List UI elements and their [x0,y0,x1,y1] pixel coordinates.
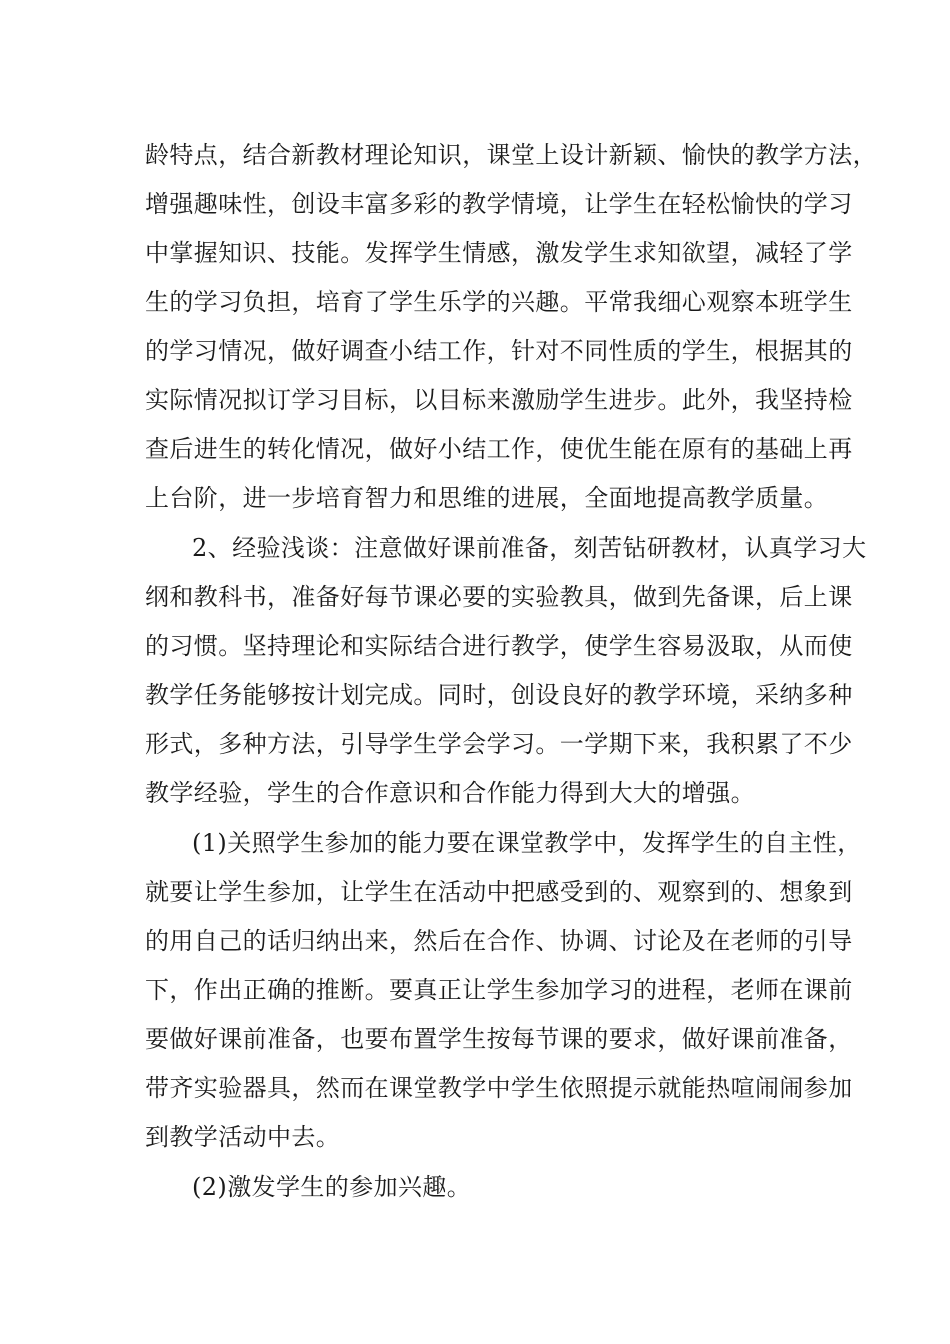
text-line-17: 的用自己的话归纳出来，然后在合作、协调、讨论及在老师的引导 [145,927,853,955]
text-line-19: 要做好课前准备，也要布置学生按每节课的要求，做好课前准备， [145,1025,853,1053]
text-line-5: 的学习情况，做好调查小结工作，针对不同性质的学生，根据其的 [145,337,853,365]
text-line-12: 教学任务能够按计划完成。同时，创设良好的教学环境，采纳多种 [145,681,853,709]
text-line-4: 生的学习负担，培育了学生乐学的兴趣。平常我细心观察本班学生 [145,288,853,316]
text-line-9: 2、经验浅谈：注意做好课前准备，刻苦钻研教材，认真学习大 [192,534,867,562]
text-line-18: 下，作出正确的推断。要真正让学生参加学习的进程，老师在课前 [145,976,853,1004]
text-line-15: (1)关照学生参加的能力要在课堂教学中，发挥学生的自主性， [192,829,862,857]
text-line-11: 的习惯。坚持理论和实际结合进行教学，使学生容易汲取，从而使 [145,632,853,660]
text-line-8: 上台阶，进一步培育智力和思维的进展，全面地提高教学质量。 [145,484,829,512]
text-line-10: 纲和教科书，准备好每节课必要的实验教具，做到先备课，后上课 [145,583,853,611]
text-line-21: 到教学活动中去。 [145,1123,341,1151]
text-line-13: 形式，多种方法，引导学生学会学习。一学期下来，我积累了不少 [145,730,853,758]
text-line-1: 龄特点，结合新教材理论知识，课堂上设计新颖、愉快的教学方法， [145,141,877,169]
text-line-20: 带齐实验器具，然而在课堂教学中学生依照提示就能热喧闹闹参加 [145,1074,853,1102]
text-line-2: 增强趣味性，创设丰富多彩的教学情境，让学生在轻松愉快的学习 [145,190,853,218]
text-line-6: 实际情况拟订学习目标，以目标来激励学生进步。此外，我坚持检 [145,386,853,414]
text-line-22: (2)激发学生的参加兴趣。 [192,1173,472,1201]
text-line-3: 中掌握知识、技能。发挥学生情感，激发学生求知欲望，减轻了学 [145,239,853,267]
text-line-7: 查后进生的转化情况，做好小结工作，使优生能在原有的基础上再 [145,435,853,463]
text-line-16: 就要让学生参加，让学生在活动中把感受到的、观察到的、想象到 [145,878,853,906]
text-line-14: 教学经验，学生的合作意识和合作能力得到大大的增强。 [145,779,755,807]
